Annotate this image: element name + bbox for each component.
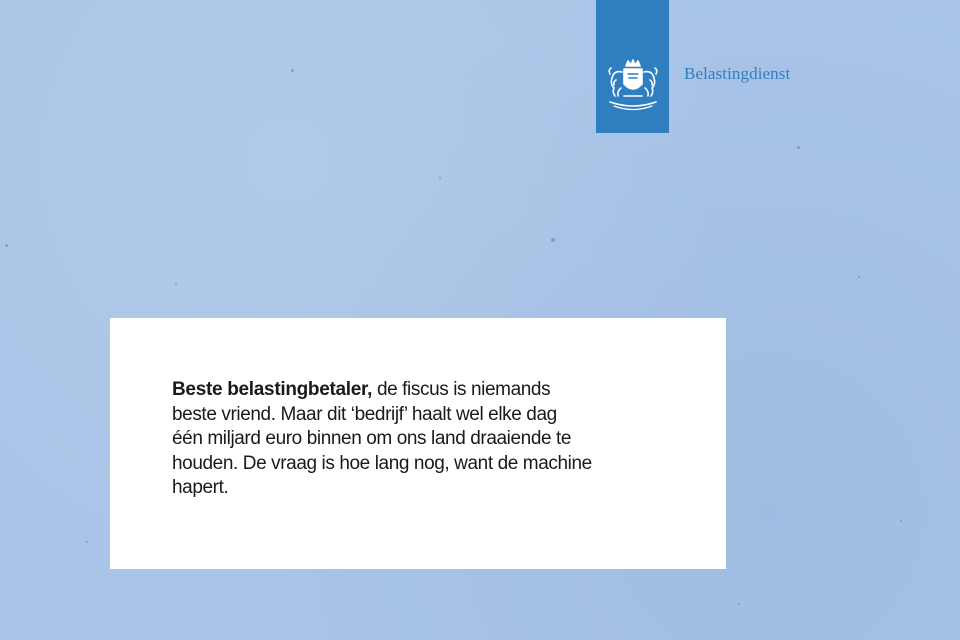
address-window (110, 318, 726, 569)
sender-name: Belastingdienst (684, 64, 791, 83)
paper-speck (738, 603, 740, 605)
letter-greeting: Beste belastingbetaler, (172, 379, 373, 400)
paper-speck (439, 177, 441, 179)
paper-speck (86, 541, 88, 543)
paper-speck (900, 520, 902, 522)
letter-body: de fiscus is niemands beste vriend. Maar dit ‘bedrijf’ haalt wel elke dag één miljard euro binnen om ons land draaiende te houden. De vraag is hoe lang nog, want de machine hapert. (172, 379, 592, 498)
paper-speck (797, 146, 800, 149)
royal-coat-of-arms-icon (604, 58, 662, 114)
paper-speck (175, 283, 177, 285)
paper-speck (291, 69, 294, 72)
logo-ribbon (596, 0, 669, 133)
paper-speck (858, 276, 860, 278)
paper-speck (551, 238, 555, 242)
paper-speck (5, 244, 8, 247)
letter-text (172, 378, 592, 501)
